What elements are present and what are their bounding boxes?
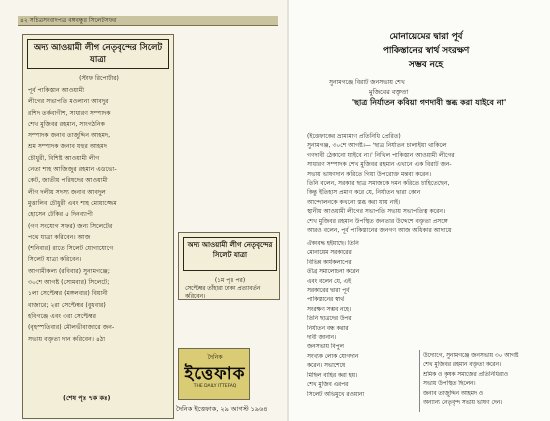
right-text-line: শেখ মুজিবর রহমান উপস্থিত জনতার উদ্দেশে বক্তৃতা প্রসঙ্গে (307, 217, 448, 225)
right-subheadline-2: মুজিবের বক্তৃতা (369, 88, 409, 96)
newspaper-masthead (178, 348, 250, 400)
right-text-line: আরও বলেন, পূর্ব পাকিস্তানের জনগণ আজ অধিকার আদায়ে (307, 227, 452, 235)
right-headline-line: সম্ভব নহে (408, 60, 444, 70)
clipping-text-line: বাজারে; ২রা সেপ্টেম্বর (বুধবার) (28, 301, 106, 309)
clipping-headline-box (27, 39, 169, 69)
right-column-line: তীব্র সমালোচনা করেন (307, 269, 360, 276)
right-text-line: সভায় ভাষণদান করিতে গিয়া উপরোক্ত মন্তব্য করেন। (307, 170, 432, 178)
clipping-text-line: সিলেট যাত্রা করিবেন। (28, 256, 82, 264)
masthead-english-title: THE DAILY ITTEFAQ (193, 384, 237, 389)
right-column-line: সংখ্যক লোক যোগদান (307, 353, 359, 360)
right-column-line: ঐক্যবদ্ধ হইয়াছে। তিনি (307, 241, 359, 247)
right-text-line: সুনামগঞ্জ, ৩০শে আগষ্ট।— 'ছাত্র নির্যাতন চালাইয়া থাকিলে (307, 142, 447, 150)
right-column2-line: জনাব তাজুদ্দিন আহমদ ও (423, 390, 484, 397)
continuation-clipping (178, 232, 280, 300)
clipping-text-line: ৩০শে আগষ্ট (সোমবার) সিলেটে; (28, 279, 110, 287)
continued-on-note: (শেষ পৃঃ ৭ক কঃ) (63, 394, 111, 402)
right-headline-line: পাকিস্তানের স্বার্থ সংরক্ষণ (382, 46, 470, 56)
right-column-line: পাকিস্তানের স্বার্থ (307, 297, 344, 304)
clipping-text-line: শ্রম সম্পাদক জনাব যহুর আহমদ (28, 143, 107, 151)
clipping-text-line: ১লা সেপ্টেম্বর (মঙ্গলবার) বিয়ানী (28, 290, 108, 298)
clipping-text-line: পথে যাত্রা করিবেন। আজ (28, 233, 91, 241)
masthead-daily-label: দৈনিক (207, 354, 223, 361)
continuation-headline: অদ্য আওয়ামী লীগ নেতৃবৃন্দের সিলেট যাত্রা (187, 241, 273, 259)
clipping-text-line: কেট, জাতীয় পরিষদের আওয়ামী (28, 177, 108, 185)
clipping-text-line: শেখ মুজিবর রহমান, সাংগঠনিক (28, 120, 105, 128)
right-text-line: গণদাবী ঠেকানো যাইবে না।' নিখিল পাকিস্তান আওয়ামী লীগের (307, 151, 455, 159)
right-column2-line: সভায় উপস্থিত ছিলেন। (423, 381, 476, 388)
right-quote-headline: 'ছাত্র নির্যাতন কবিয়া গণদাবী স্তব্ধ করা যাইবে না' (351, 98, 507, 107)
page-header-text: ৪২ সচিত্রসংবাদপত্র বঙ্গবন্ধুর সিলেটসফর (20, 17, 117, 24)
right-column-2 (423, 352, 535, 408)
column-divider (419, 350, 420, 412)
clipping-text-line: হবিগঞ্জে এবং ৩রা সেপ্টেম্বর (28, 312, 97, 320)
right-text-line: কিন্তু ইতিহাস প্রমাণ করে যে, নির্যাতন দ্বারা কোন (307, 189, 421, 197)
clipping-text-line: হোসেন টেকির ৫ দিনব্যাপী (28, 211, 93, 219)
right-column-line: সরকারের দ্বারা পূর্ব (307, 288, 350, 295)
source-caption: দৈনিক ইত্তেফাক, ২৯ আগস্ট ১৯৬৪ (176, 405, 268, 413)
clipping-text-line: মুত্তালিব চৌধুরী এবং শাহ মোয়াজ্জেম (28, 199, 117, 207)
clipping-text-line: লীগের সভাপতি মওলানা আবদুর (28, 98, 109, 106)
clipping-text-line: চৌধুরী, বিশিষ্ট আওয়ামী লীগ (28, 154, 100, 162)
masthead-title: ইত্তেফাক (184, 364, 246, 384)
right-text-line: স্থানীয় আওয়ামী লীগের সভাপতি সভায় সভাপতিত্ব করেন। (307, 208, 446, 216)
right-column-line: তিনি ছাত্রদের উপর (307, 316, 352, 323)
right-column-line: সিলেট অভিমুখে রওয়ানা (307, 391, 365, 398)
right-column2-line: উদ্যোগে, সুনামগঞ্জে জনসভায় ৩০ আগষ্ট (423, 353, 519, 359)
clipping-body (28, 85, 170, 345)
right-column-line: নির্যাতন বন্ধ করার (307, 325, 349, 332)
right-text-line: সাধারণ সম্পাদক শেখ মুজিবর রহমান এখানে এক বিরাট জন- (307, 161, 452, 169)
clipping-text-line: (শনিবার) রাতে সিলেট যোগাযোগে (28, 245, 114, 253)
clipping-text-line: (গণ সংযোগ সফর) জন্য সিলেটের (28, 222, 113, 230)
right-column-line: মোনায়েম সরকারের (307, 250, 352, 257)
clipping-text-line: পূর্ব পাকিস্তান আওয়ামী (28, 87, 85, 94)
clipping-text-line: সভায় বক্তৃতা দান করিবেন। ৪ঠা (28, 335, 106, 343)
right-subheadline: সুনামগঞ্জে বিরাট জনসভায় শেখ (329, 79, 405, 86)
right-column2-line: শ্রমিক ও কৃষক সমাজের প্রতিনিধিরাও (423, 371, 509, 378)
clipping-text-line: রশিদ তর্কবাগীশ, সাধারণ সম্পাদক (28, 109, 111, 117)
clipping-text-line: (বৃহস্পতিবার) মৌলভীবাজারে জন- (28, 324, 115, 332)
main-news-clipping (22, 34, 174, 419)
clipping-byline: (স্টাফ রিপোর্টার) (79, 75, 119, 82)
continuation-page-ref: (১ম পৃঃ পর) (214, 277, 246, 284)
right-column-line: জনসভায় বিপুল (307, 344, 344, 351)
continuation-headline-box (183, 237, 277, 271)
clipping-headline: অদ্য আওয়ামী লীগ নেতৃবৃন্দের সিলেট যাত্রা (33, 43, 163, 65)
right-column2-line: অন্যান্য নেতৃবৃন্দ সভায় ভাষণ দেন। (423, 400, 503, 407)
right-text-line: তিনি বলেন, সরকার ছাত্র সমাজকে দমন করিতে চাহিতেছেন, (307, 180, 450, 188)
right-column-line: দাবী জানান। (307, 335, 336, 342)
clipping-text-line: নেতা শাহ আজিজুর রহমান এডভো- (28, 166, 117, 174)
right-headline-line: মোনায়েমের দ্বারা পূর্ব (389, 32, 463, 42)
right-article-body (307, 132, 535, 235)
right-column-line: সংরক্ষণ সম্ভব নহে। (307, 306, 351, 313)
clipping-text-line: লীগ দলীয় সদস্য জনাব আবদুল (28, 188, 106, 196)
right-column-line: এবং বলেন যে, এই (307, 278, 351, 285)
clipping-text-line: সম্পাদক জনাব তাজুদ্দিন আহমদ, (28, 132, 111, 140)
right-headline-block (311, 30, 541, 78)
right-column2-line: শেখ মুজিবর রহমান বক্তৃতা করেন। (423, 362, 502, 369)
right-column-line: করেন। সভাশেষে (307, 363, 346, 370)
continuation-body: সেপ্টেম্বর তাঁহারা ঢাকা প্রত্যাবর্তন করিবেন। (185, 286, 261, 300)
page-header-strip (18, 16, 278, 26)
right-column-line: শেখ মুজিব এরপর (307, 382, 349, 389)
right-text-line: (ইত্তেফাকের ভ্রাম্যমাণ প্রতিনিধি প্রেরিত) (307, 133, 401, 140)
right-text-line: আন্দোলনকে কখনো স্তব্ধ করা যায় নাই। (307, 198, 401, 206)
right-column-line: মিছিল বাহির করা হয়। (307, 372, 358, 379)
clipping-text-line: আগামীকল্য (রবিবার) সুনামগঞ্জে; (28, 267, 110, 275)
right-column-1 (307, 240, 417, 400)
right-column-line: বিভিন্ন কার্যকলাপের (307, 259, 352, 266)
right-page (289, 0, 550, 421)
